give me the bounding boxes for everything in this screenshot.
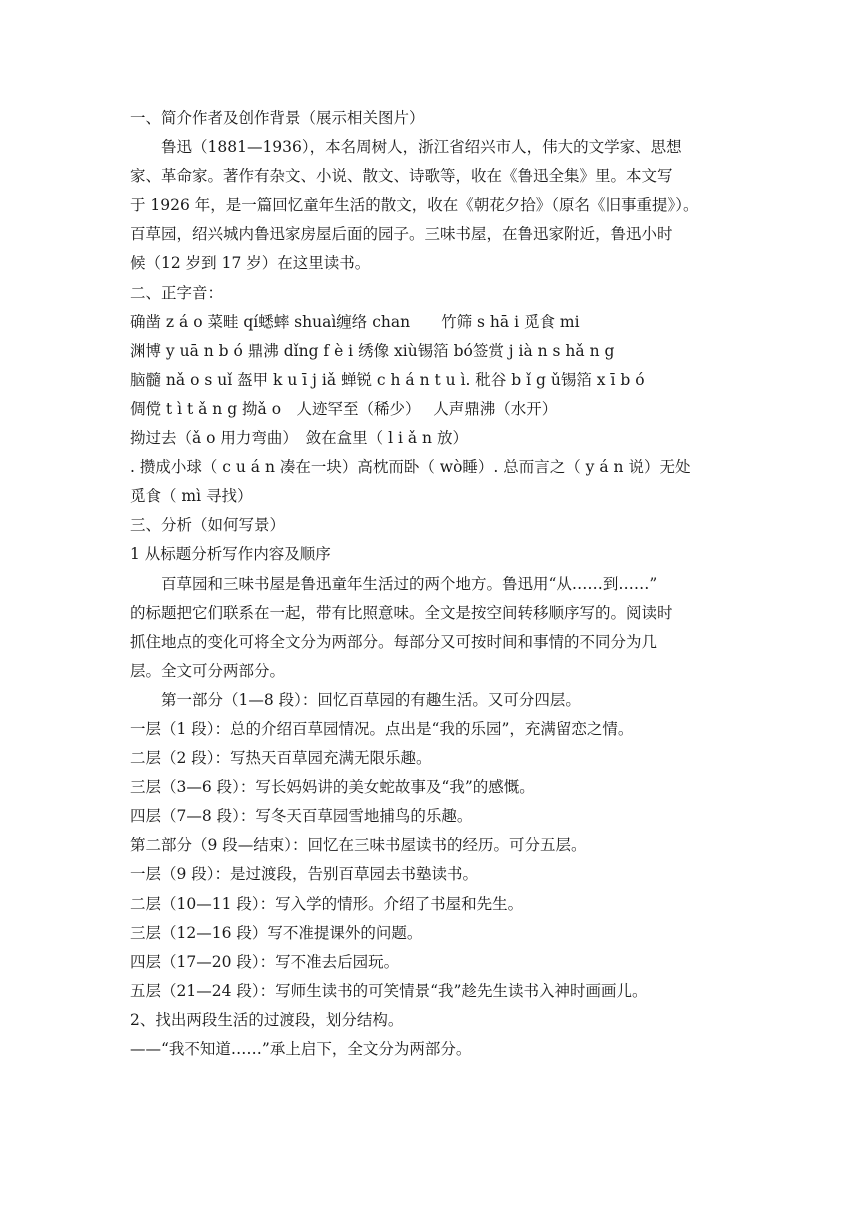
structure-line: 四层（7—8 段）：写冬天百草园雪地捕鸟的乐趣。	[130, 807, 473, 826]
structure-line: 三层（12—16 段）写不准提课外的问题。	[130, 923, 423, 942]
paragraph-line: 抓住地点的变化可将全文分为两部分。每部分又可按时间和事情的不同分为几	[130, 632, 658, 651]
paragraph-line: 鲁迅（1881—1936），本名周树人，浙江省绍兴市人，伟大的文学家、思想	[161, 138, 682, 157]
paragraph-line: 层。全文可分两部分。	[130, 661, 286, 680]
structure-line: 五层（21—24 段）：写师生读书的可笑情景“我”趁先生读书入神时画画儿。	[130, 981, 648, 1000]
section-heading-analysis: 三、分析（如何写景）	[130, 516, 286, 535]
structure-line: 二层（2 段）：写热天百草园充满无限乐趣。	[130, 749, 432, 768]
structure-line: 四层（17—20 段）：写不准去后园玩。	[130, 952, 400, 971]
section-heading-intro: 一、简介作者及创作背景（展示相关图片）	[130, 109, 425, 127]
part-two-summary: 第二部分（9 段—结束）：回忆在三味书屋读书的经历。可分五层。	[130, 836, 587, 855]
paragraph-line: 百草园和三味书屋是鲁迅童年生活过的两个地方。鲁迅用“从……到……”	[161, 574, 658, 593]
section-heading-pronunciation: 二、正字音：	[130, 283, 224, 302]
pronunciation-line: 脑髓 nǎ o s uǐ 盔甲 k u ī j iǎ 蝉锐 c h á n t u ì. 秕谷 b ǐ g ǔ锡箔 x ī b ó	[130, 370, 645, 389]
structure-line: 一层（9 段）：是过渡段，告别百草园去书塾读书。	[130, 865, 479, 884]
subheading-title-analysis: 1 从标题分析写作内容及顺序	[130, 545, 331, 564]
pronunciation-line: 觅食（ mì 寻找）	[130, 487, 253, 506]
pronunciation-line: 拗过去（ǎ o 用力弯曲） 敛在盒里（ l i ǎ n 放）	[130, 429, 468, 448]
structure-line: 二层（10—11 段）：写入学的情形。介绍了书屋和先生。	[130, 894, 524, 913]
pronunciation-line: 渊博 y uā n b ó 鼎沸 dǐng f è i 绣像 xiù锡箔 bó签赏 j ià n s hǎ n g	[130, 341, 615, 360]
document-page	[130, 104, 735, 1064]
paragraph-line: 家、革命家。著作有杂文、小说、散文、诗歌等，收在《鲁迅全集》里。本文写	[130, 167, 673, 186]
paragraph-line: 百草园，绍兴城内鲁迅家房屋后面的园子。三味书屋，在鲁迅家附近，鲁迅小时	[130, 225, 673, 244]
part-one-summary: 第一部分（1—8 段）：回忆百草园的有趣生活。又可分四层。	[161, 690, 581, 709]
pronunciation-line: 确凿 z á o 菜畦 qí蟋蟀 shuaì缠络 chan 竹筛 s hā i 觅食 mi	[130, 312, 580, 331]
pronunciation-line: . 攒成小球（ c u á n 凑在一块）高枕而卧（ wò睡）. 总而言之（ y á n 说）无处	[130, 458, 691, 477]
transition-answer: ——“我不知道……”承上启下，全文分为两部分。	[130, 1040, 472, 1058]
paragraph-line: 于 1926 年，是一篇回忆童年生活的散文，收在《朝花夕拾》（原名《旧事重提》）。	[130, 196, 699, 215]
pronunciation-line: 倜傥 t ì t ǎ n g 拗ǎ o 人迹罕至（稀少） 人声鼎沸（水开）	[130, 399, 558, 418]
paragraph-line: 候（12 岁到 17 岁）在这里读书。	[130, 254, 371, 273]
subheading-transition: 2、找出两段生活的过渡段，划分结构。	[130, 1010, 404, 1029]
paragraph-line: 的标题把它们联系在一起，带有比照意味。全文是按空间转移顺序写的。阅读时	[130, 603, 673, 622]
structure-line: 三层（3—6 段）：写长妈妈讲的美女蛇故事及“我”的感慨。	[130, 778, 535, 797]
structure-line: 一层（1 段）：总的介绍百草园情况。点出是“我的乐园”，充满留恋之情。	[130, 719, 634, 738]
